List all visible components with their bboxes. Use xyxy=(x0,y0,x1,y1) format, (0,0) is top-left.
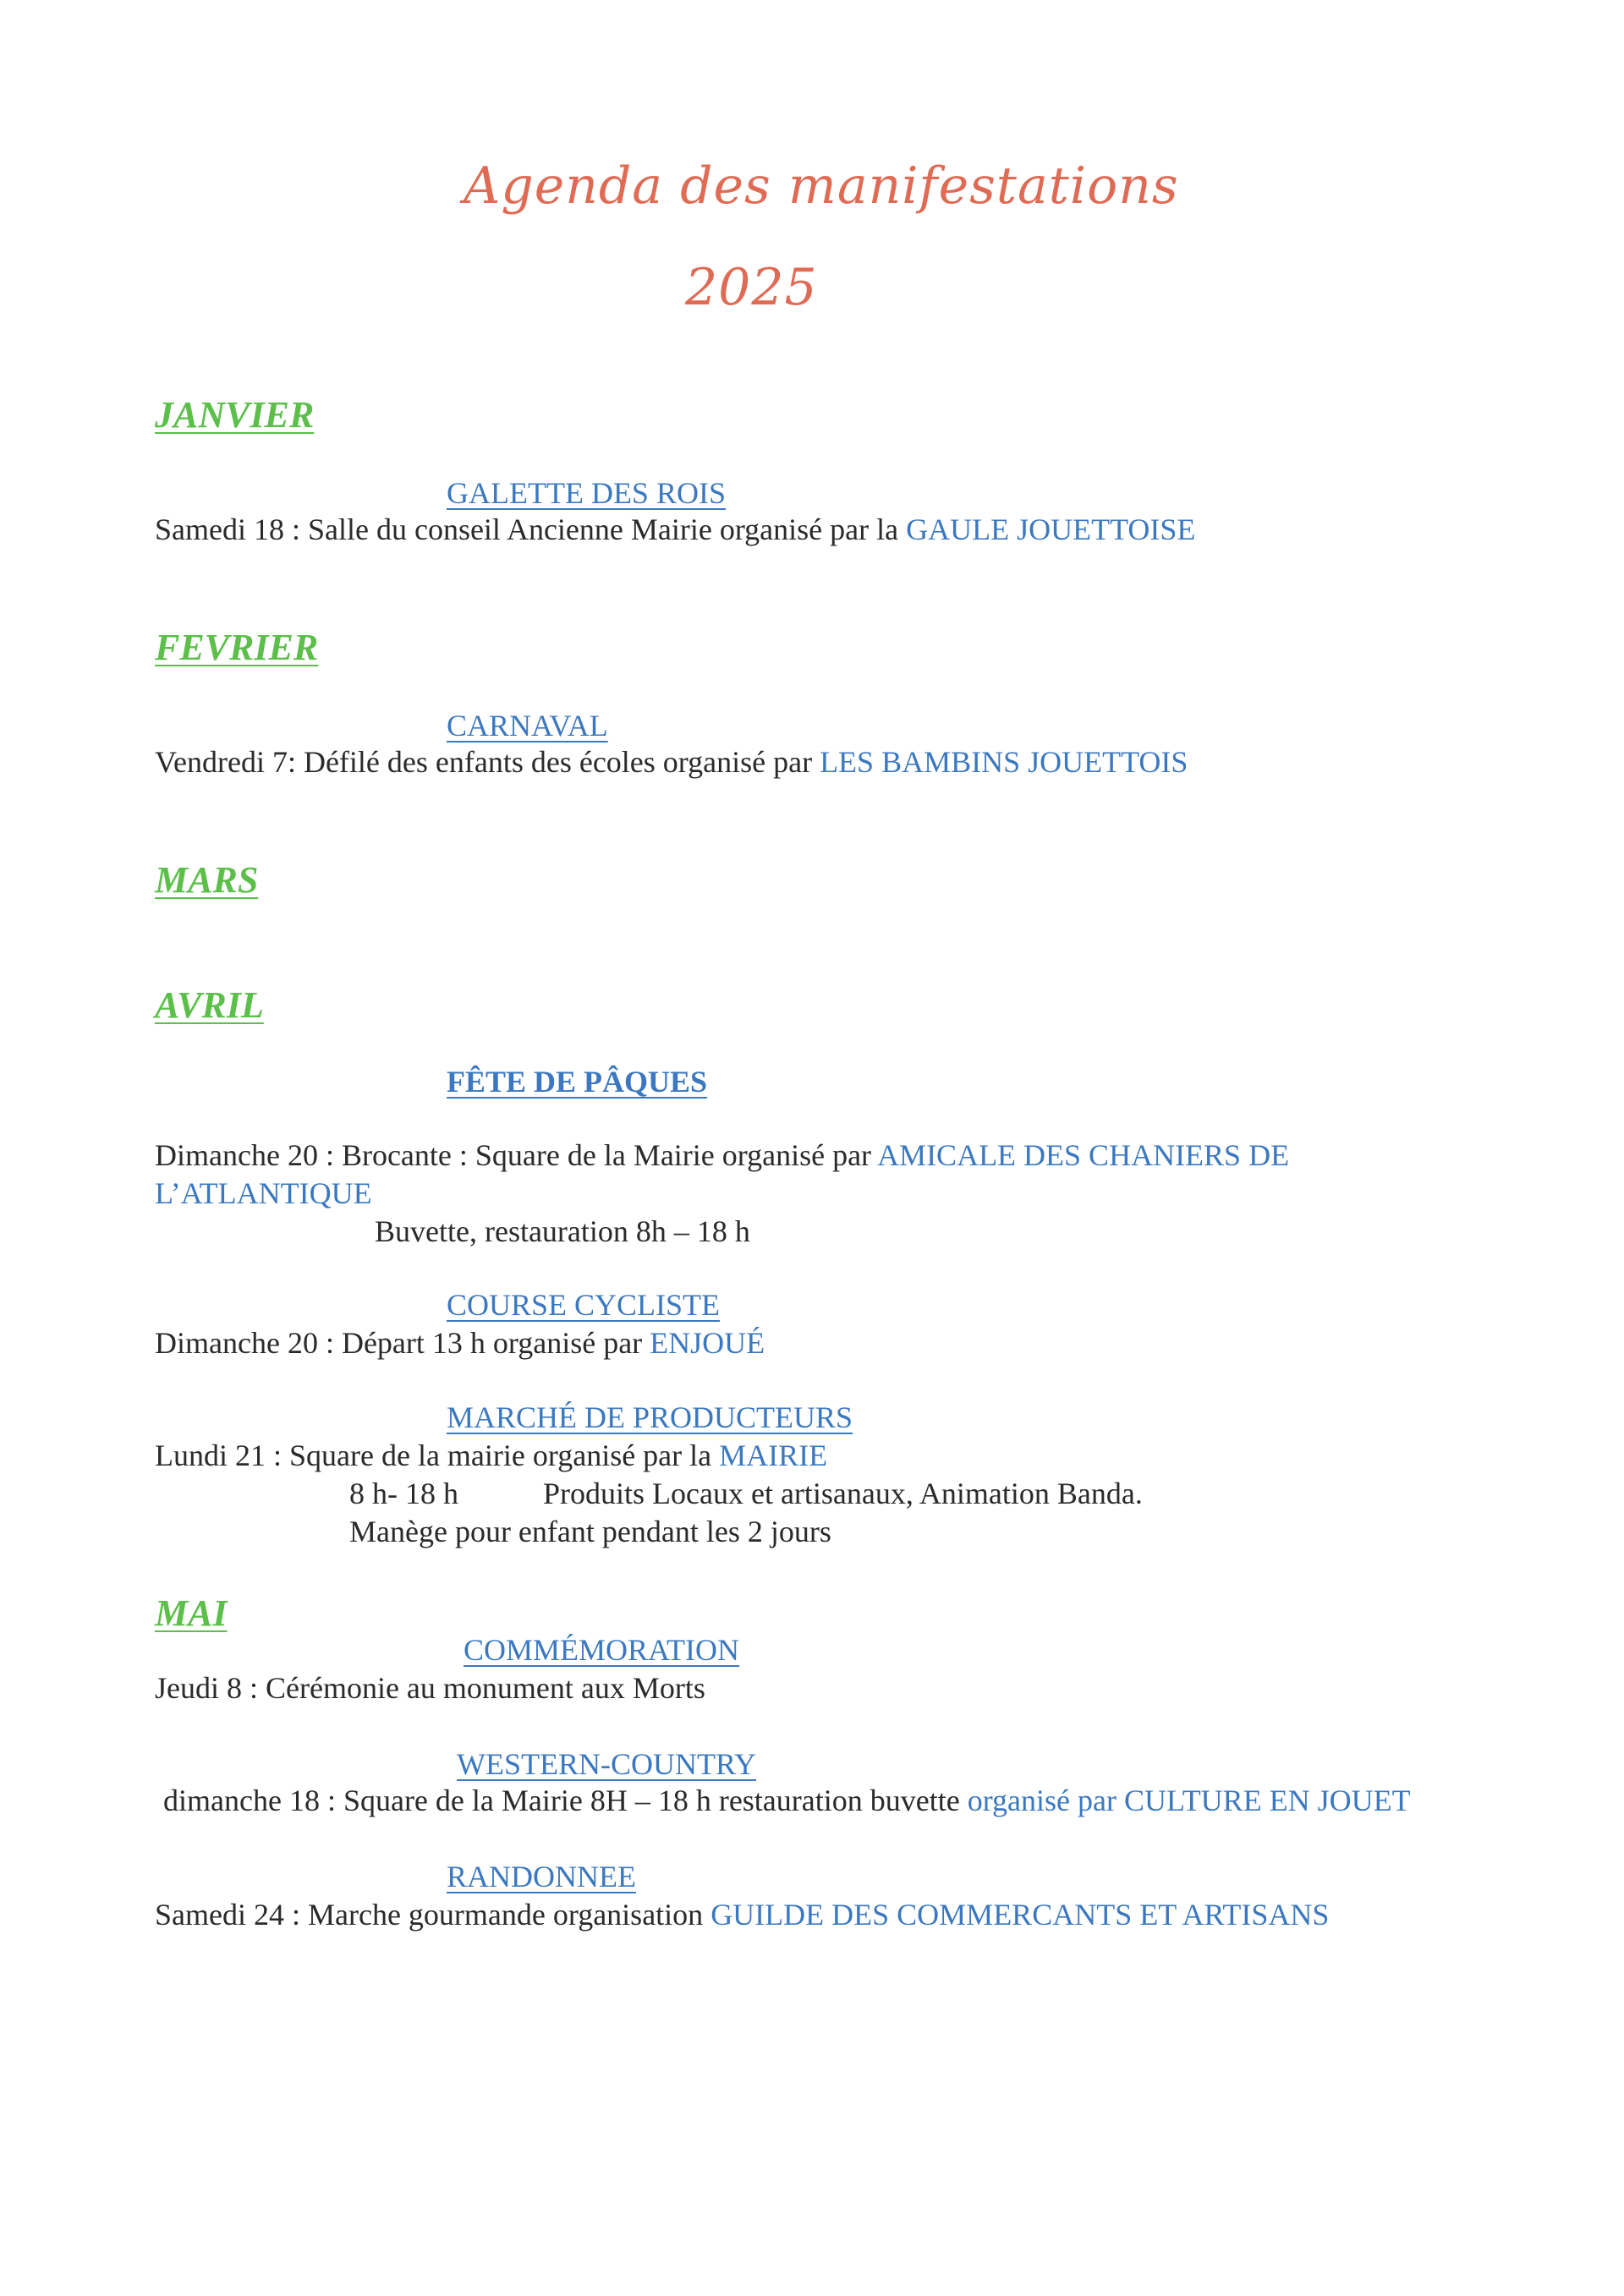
page-title: Agenda des manifestations xyxy=(464,156,1179,216)
event-randonnee-org: GUILDE DES COMMERCANTS ET ARTISANS xyxy=(710,1898,1330,1932)
month-mars: MARS xyxy=(155,859,259,901)
event-paques-org: AMICALE DES CHANIERS DE xyxy=(877,1138,1290,1172)
event-galette-line: Samedi 18 : Salle du conseil Ancienne Mairie organisé par la GAULE JOUETTOISE xyxy=(155,512,1196,546)
event-marche-line: Lundi 21 : Square de la mairie organisé par la MAIRIE xyxy=(155,1438,828,1472)
event-galette-title: GALETTE DES ROIS xyxy=(447,476,726,510)
month-fevrier: FEVRIER xyxy=(155,627,319,668)
event-paques-line: Dimanche 20 : Brocante : Square de la Mairie organisé par AMICALE DES CHANIERS DE xyxy=(155,1138,1290,1172)
event-carnaval-org: LES BAMBINS JOUETTOIS xyxy=(820,745,1188,779)
event-cycliste-title: COURSE CYCLISTE xyxy=(447,1288,721,1322)
page-year: 2025 xyxy=(685,258,818,317)
event-western-line: dimanche 18 : Square de la Mairie 8H – 18 h restauration buvette organisé par CULTURE EN JOUET xyxy=(163,1784,1411,1817)
event-paques-title: FÊTE DE PÂQUES xyxy=(447,1065,708,1099)
event-cycliste-org: ENJOUÉ xyxy=(650,1326,765,1360)
event-western-title: WESTERN-COUNTRY xyxy=(457,1747,756,1781)
event-paques-org-cont: L’ATLANTIQUE xyxy=(155,1176,372,1210)
event-carnaval-title: CARNAVAL xyxy=(447,709,608,743)
event-commemoration-title: COMMÉMORATION xyxy=(464,1633,740,1667)
event-paques-extra: Buvette, restauration 8h – 18 h xyxy=(375,1214,750,1248)
event-western-org: organisé par CULTURE EN JOUET xyxy=(967,1784,1411,1817)
event-marche-products: Produits Locaux et artisanaux, Animation Banda. xyxy=(543,1477,1143,1510)
event-randonnee-title: RANDONNEE xyxy=(447,1860,636,1893)
month-avril: AVRIL xyxy=(155,984,264,1026)
event-carnaval-line: Vendredi 7: Défilé des enfants des écoles organisé par LES BAMBINS JOUETTOIS xyxy=(155,745,1188,779)
event-marche-title: MARCHÉ DE PRODUCTEURS xyxy=(447,1400,853,1434)
event-marche-hours: 8 h- 18 h xyxy=(349,1477,458,1510)
event-commemoration-line: Jeudi 8 : Cérémonie au monument aux Morts xyxy=(155,1671,705,1705)
month-janvier: JANVIER xyxy=(155,394,315,436)
event-marche-manege: Manège pour enfant pendant les 2 jours xyxy=(349,1515,831,1548)
event-galette-org: GAULE JOUETTOISE xyxy=(906,512,1196,546)
month-mai: MAI xyxy=(155,1592,228,1634)
event-marche-org: MAIRIE xyxy=(719,1438,828,1472)
event-randonnee-line: Samedi 24 : Marche gourmande organisation GUILDE DES COMMERCANTS ET ARTISANS xyxy=(155,1898,1330,1932)
event-cycliste-line: Dimanche 20 : Départ 13 h organisé par ENJOUÉ xyxy=(155,1326,765,1360)
